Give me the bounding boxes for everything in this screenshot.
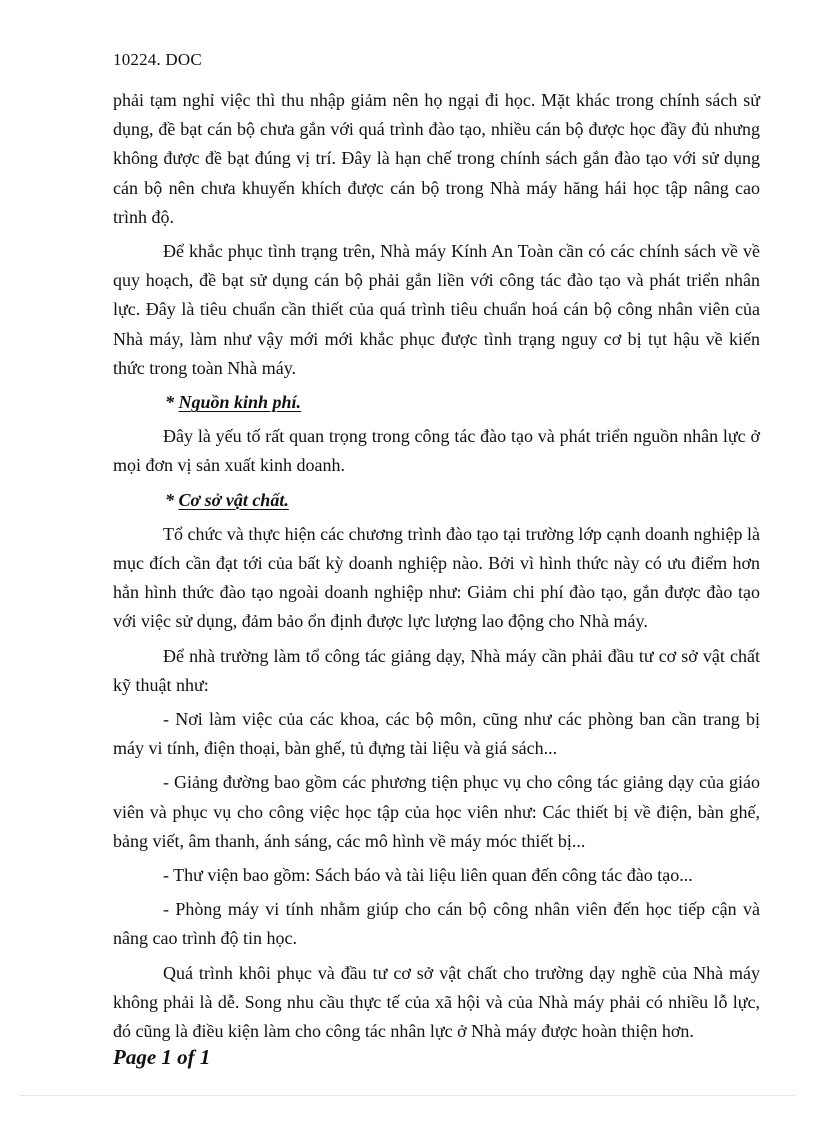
heading-text: Cơ sở vật chất.	[178, 489, 289, 510]
paragraph: Để nhà trường làm tổ công tác giảng dạy, Nhà máy cần phải đầu tư cơ sở vật chất kỹ thuật như:	[113, 645, 760, 695]
heading-bullet: *	[165, 489, 179, 510]
section-heading-funding	[113, 388, 760, 417]
list-item: - Nơi làm việc của các khoa, các bộ môn, cũng như các phòng ban cần trang bị máy vi tính, điện thoại, bàn ghế, tủ đựng tài liệu và giá sách...	[113, 709, 760, 759]
document-filename: 10224. DOC	[113, 50, 202, 69]
page-bottom-divider	[20, 1095, 796, 1096]
paragraph: Để khắc phục tình trạng trên, Nhà máy Kính An Toàn cần có các chính sách về về quy hoạch, đề bạt sử dụng cán bộ phải gắn liền với công tác đào tạo và phát triển nhân lực. Đây là tiêu chuẩn cần thiết của quá trình tiêu chuẩn hoá cán bộ công nhân viên của Nhà máy, làm như vậy mới mới khắc phục được tình trạng nguy cơ bị tụt hậu về kiến thức trong toàn Nhà máy.	[113, 241, 760, 378]
list-item: - Thư viện bao gồm: Sách báo và tài liệu liên quan đến công tác đào tạo...	[163, 865, 693, 886]
list-item: - Giảng đường bao gồm các phương tiện phục vụ cho công tác giảng dạy của giáo viên và phục vụ cho công việc học tập của học viên như: Các thiết bị về điện, bàn ghế, bảng viết, âm thanh, ánh sáng, các mô hình về máy móc thiết bị...	[113, 772, 760, 851]
paragraph: Tổ chức và thực hiện các chương trình đào tạo tại trường lớp cạnh doanh nghiệp là mục đích cần đạt tới của bất kỳ doanh nghiệp nào. Bởi vì hình thức này có ưu điểm hơn hẳn hình thức đào tạo ngoài doanh nghiệp như: Giảm chi phí đào tạo, gắn được đào tạo với việc sử dụng, đảm bảo ổn định được lực lượng lao động cho Nhà máy.	[113, 523, 760, 632]
paragraph: phải tạm nghỉ việc thì thu nhập giảm nên họ ngại đi học. Mặt khác trong chính sách sử dụng, đề bạt cán bộ chưa gắn với quá trình đào tạo, nhiều cán bộ được học đầy đủ nhưng không được đề bạt đúng vị trí. Đây là hạn chế trong chính sách gắn đào tạo với sử dụng cán bộ nên chưa khuyến khích được cán bộ trong Nhà máy hăng hái học tập nâng cao trình độ.	[113, 90, 760, 227]
paragraph: Đây là yếu tố rất quan trọng trong công tác đào tạo và phát triển nguồn nhân lực ở mọi đơn vị sản xuất kinh doanh.	[113, 426, 760, 476]
section-heading-facilities	[113, 486, 760, 515]
heading-text: Nguồn kinh phí.	[178, 392, 302, 413]
document-body	[113, 86, 760, 1051]
paragraph: Quá trình khôi phục và đầu tư cơ sở vật chất cho trường dạy nghề của Nhà máy không phải là dễ. Song nhu cầu thực tế của xã hội và của Nhà máy phải có nhiều lỗ lực, đó cũng là điều kiện làm cho công tác nhân lực ở Nhà máy được hoàn thiện hơn.	[113, 962, 760, 1042]
page-number: Page 1 of 1	[113, 1045, 211, 1069]
heading-bullet: *	[165, 392, 179, 413]
list-item: - Phòng máy vi tính nhằm giúp cho cán bộ công nhân viên đến học tiếp cận và nâng cao trình độ tin học.	[113, 899, 760, 949]
